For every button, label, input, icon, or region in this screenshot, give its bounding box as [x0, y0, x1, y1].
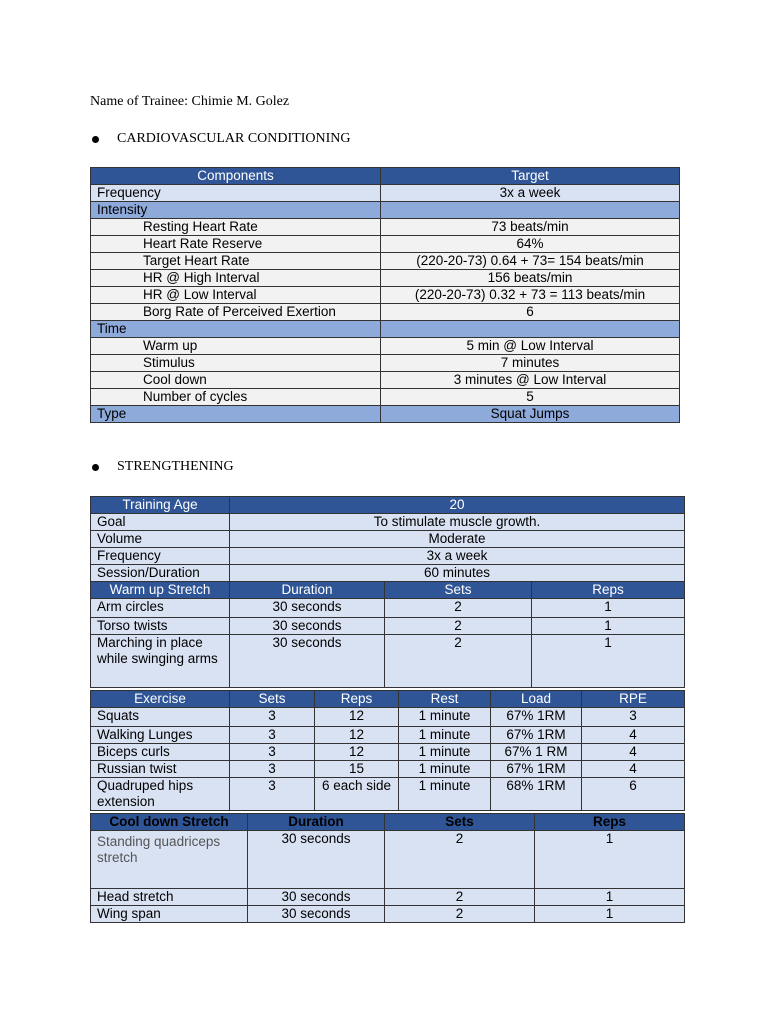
cell: 1: [535, 831, 685, 889]
row-label: Standing quadriceps stretch: [91, 831, 248, 889]
row-value: (220-20-73) 0.64 + 73= 154 beats/min: [381, 253, 680, 270]
cell: 30 seconds: [248, 906, 385, 923]
header-cell: Load: [491, 691, 582, 708]
table-row: [91, 270, 680, 287]
table-row: [91, 906, 685, 923]
row-label: Time: [91, 321, 381, 338]
row-label: Session/Duration: [91, 565, 230, 582]
cell: 2: [385, 831, 535, 889]
row-value: 156 beats/min: [381, 270, 680, 287]
cell: 30 seconds: [248, 889, 385, 906]
row-label: Intensity: [91, 202, 381, 219]
cooldown-header-row: [91, 814, 685, 831]
row-label: Stimulus: [91, 355, 381, 372]
row-value: 5 min @ Low Interval: [381, 338, 680, 355]
table-row: [91, 831, 685, 889]
cell: 67% 1RM: [491, 727, 582, 744]
header-cell: Components: [91, 168, 381, 185]
row-label: Torso twists: [91, 618, 230, 635]
header-cell: Duration: [230, 582, 385, 599]
cell: 4: [582, 744, 685, 761]
cardio-table: [90, 167, 680, 423]
cell: 1 minute: [399, 778, 491, 811]
table-row: [91, 531, 685, 548]
cell: 1 minute: [399, 727, 491, 744]
cell: 1 minute: [399, 761, 491, 778]
cell: 30 seconds: [230, 635, 385, 688]
cell: 3: [230, 778, 315, 811]
row-label: Walking Lunges: [91, 727, 230, 744]
row-label: Squats: [91, 708, 230, 727]
cell: 3: [582, 708, 685, 727]
table-row: [91, 389, 680, 406]
header-cell: RPE: [582, 691, 685, 708]
cell: 1: [532, 618, 685, 635]
row-label: HR @ High Interval: [91, 270, 381, 287]
row-label: Training Age: [91, 497, 230, 514]
table-row: [91, 185, 680, 202]
row-value: 5: [381, 389, 680, 406]
row-label: Volume: [91, 531, 230, 548]
cell: 2: [385, 906, 535, 923]
row-label: HR @ Low Interval: [91, 287, 381, 304]
cardio-title: CARDIOVASCULAR CONDITIONING: [117, 131, 351, 146]
exercise-header-row: [91, 691, 685, 708]
cell: 1: [535, 889, 685, 906]
row-value: Squat Jumps: [381, 406, 680, 423]
row-value: Moderate: [230, 531, 685, 548]
table-row: [91, 372, 680, 389]
table-row: [91, 236, 680, 253]
cell: 67% 1RM: [491, 761, 582, 778]
header-cell: Reps: [535, 814, 685, 831]
row-value: [381, 202, 680, 219]
table-row: [91, 708, 685, 727]
table-row: [91, 497, 685, 514]
row-value: 6: [381, 304, 680, 321]
row-label: Number of cycles: [91, 389, 381, 406]
cell: 68% 1RM: [491, 778, 582, 811]
cell: 6 each side: [315, 778, 399, 811]
cell: 12: [315, 744, 399, 761]
row-label: Marching in place while swinging arms: [91, 635, 230, 688]
header-cell: Sets: [385, 582, 532, 599]
header-cell: Warm up Stretch: [91, 582, 230, 599]
row-label: Frequency: [91, 185, 381, 202]
row-value: [381, 321, 680, 338]
row-value: 3x a week: [230, 548, 685, 565]
table-row: [91, 565, 685, 582]
header-cell: Rest: [399, 691, 491, 708]
header-cell: Cool down Stretch: [91, 814, 248, 831]
row-label: Russian twist: [91, 761, 230, 778]
cell: 67% 1 RM: [491, 744, 582, 761]
cell: 6: [582, 778, 685, 811]
cell: 3: [230, 744, 315, 761]
header-cell: Duration: [248, 814, 385, 831]
trainee-name: Name of Trainee: Chimie M. Golez: [90, 94, 290, 109]
cell: 2: [385, 618, 532, 635]
table-row: [91, 514, 685, 531]
row-value: To stimulate muscle growth.: [230, 514, 685, 531]
row-label: Biceps curls: [91, 744, 230, 761]
strength-info-table: [90, 496, 685, 582]
header-cell: Reps: [315, 691, 399, 708]
table-row: [91, 321, 680, 338]
cell: 67% 1RM: [491, 708, 582, 727]
cell: 1: [535, 906, 685, 923]
row-label: Wing span: [91, 906, 248, 923]
cell: 12: [315, 727, 399, 744]
table-row: [91, 304, 680, 321]
table-row: [91, 253, 680, 270]
table-row: [91, 406, 680, 423]
table-row: [91, 727, 685, 744]
header-cell: Sets: [230, 691, 315, 708]
cell: 30 seconds: [248, 831, 385, 889]
table-row: [91, 338, 680, 355]
row-label: Type: [91, 406, 381, 423]
row-label: Frequency: [91, 548, 230, 565]
cell: 1 minute: [399, 744, 491, 761]
table-row: [91, 202, 680, 219]
row-label: Head stretch: [91, 889, 248, 906]
table-row: [91, 548, 685, 565]
row-label: Warm up: [91, 338, 381, 355]
row-value: 64%: [381, 236, 680, 253]
header-cell: Exercise: [91, 691, 230, 708]
row-label: Resting Heart Rate: [91, 219, 381, 236]
table-row: [91, 618, 685, 635]
table-row: [91, 889, 685, 906]
cell: 12: [315, 708, 399, 727]
bullet-icon: [92, 136, 99, 143]
cell: 4: [582, 727, 685, 744]
row-value: 3 minutes @ Low Interval: [381, 372, 680, 389]
row-label: Cool down: [91, 372, 381, 389]
header-cell: Target: [381, 168, 680, 185]
table-row: [91, 635, 685, 688]
warmup-header-row: [91, 582, 685, 599]
table-row: [91, 219, 680, 236]
cell: 1: [532, 635, 685, 688]
table-row: [91, 287, 680, 304]
cell: 2: [385, 635, 532, 688]
row-label: Heart Rate Reserve: [91, 236, 381, 253]
cell: 2: [385, 599, 532, 618]
table-row: [91, 599, 685, 618]
bullet-icon: [92, 464, 99, 471]
cell: 30 seconds: [230, 618, 385, 635]
strength-title: STRENGTHENING: [117, 459, 234, 474]
row-label: Target Heart Rate: [91, 253, 381, 270]
cell: 1 minute: [399, 708, 491, 727]
cell: 15: [315, 761, 399, 778]
cooldown-table: [90, 813, 685, 923]
row-value: 73 beats/min: [381, 219, 680, 236]
cardio-header-row: [91, 168, 680, 185]
exercise-table: [90, 690, 685, 811]
row-label: Quadruped hips extension: [91, 778, 230, 811]
table-row: [91, 761, 685, 778]
header-cell: Reps: [532, 582, 685, 599]
warmup-table: [90, 581, 685, 688]
cell: 3: [230, 761, 315, 778]
row-value: 60 minutes: [230, 565, 685, 582]
row-value: (220-20-73) 0.32 + 73 = 113 beats/min: [381, 287, 680, 304]
table-row: [91, 355, 680, 372]
cell: 1: [532, 599, 685, 618]
row-label: Goal: [91, 514, 230, 531]
cell: 3: [230, 708, 315, 727]
table-row: [91, 744, 685, 761]
cell: 30 seconds: [230, 599, 385, 618]
table-row: [91, 778, 685, 811]
header-cell: Sets: [385, 814, 535, 831]
cell: 3: [230, 727, 315, 744]
cell: 4: [582, 761, 685, 778]
row-label: Arm circles: [91, 599, 230, 618]
row-value: 3x a week: [381, 185, 680, 202]
row-label: Borg Rate of Perceived Exertion: [91, 304, 381, 321]
cell: 2: [385, 889, 535, 906]
row-value: 20: [230, 497, 685, 514]
row-value: 7 minutes: [381, 355, 680, 372]
